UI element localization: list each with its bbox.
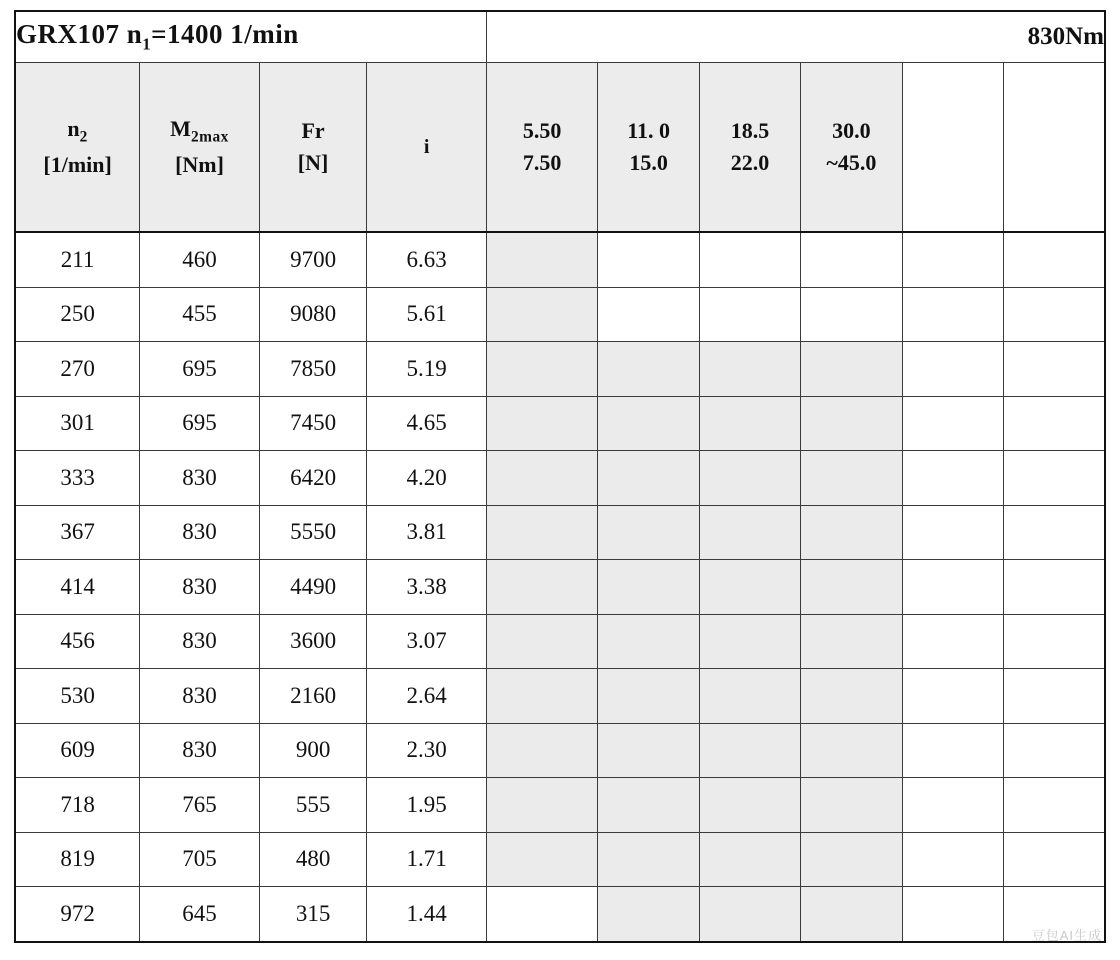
table-row [15,287,1105,342]
cell-fr: 9700 [259,232,366,287]
cell-fr: 4490 [259,560,366,615]
cell-power-marker [699,451,800,506]
cell-power-marker [598,451,699,506]
cell-power-marker [598,396,699,451]
cell-n2: 301 [15,396,140,451]
cell-power-marker [902,505,1003,560]
title-model-speed [15,11,486,63]
cell-i: 5.61 [367,287,487,342]
cell-power-marker [902,396,1003,451]
cell-power-marker [598,832,699,887]
cell-power-marker [486,232,598,287]
cell-power-marker [486,669,598,724]
cell-i: 1.71 [367,832,487,887]
cell-power-marker [598,560,699,615]
cell-power-marker [486,505,598,560]
header-n2-subscript: 2 [79,128,88,146]
header-m2max-subscript: 2max [190,128,229,146]
header-power-18-5-22-0 [699,63,800,233]
cell-power-marker [699,614,800,669]
header-power-col3-line2: 22.0 [730,150,770,175]
cell-fr: 480 [259,832,366,887]
cell-power-marker [1003,287,1105,342]
cell-power-marker [598,778,699,833]
cell-i: 4.65 [367,396,487,451]
header-power-col5-blank [902,63,1003,233]
cell-fr: 2160 [259,669,366,724]
cell-power-marker [699,396,800,451]
table-header-row [15,63,1105,233]
cell-power-marker [699,778,800,833]
cell-power-marker [902,723,1003,778]
cell-m2max: 830 [140,505,260,560]
cell-m2max: 765 [140,778,260,833]
cell-power-marker [801,669,902,724]
cell-power-marker [699,505,800,560]
cell-power-marker [699,342,800,397]
cell-n2: 972 [15,887,140,942]
cell-m2max: 645 [140,887,260,942]
header-power-5-50-7-50 [486,63,598,233]
cell-fr: 555 [259,778,366,833]
cell-n2: 819 [15,832,140,887]
table-row [15,396,1105,451]
cell-i: 5.19 [367,342,487,397]
cell-power-marker [598,342,699,397]
table-row [15,832,1105,887]
cell-power-marker [801,287,902,342]
title-model: GRX107 [16,19,120,50]
cell-power-marker [801,232,902,287]
cell-n2: 609 [15,723,140,778]
cell-m2max: 830 [140,614,260,669]
cell-power-marker [801,396,902,451]
cell-power-marker [902,287,1003,342]
cell-fr: 7450 [259,396,366,451]
cell-m2max: 830 [140,723,260,778]
cell-power-marker [486,723,598,778]
header-fr-symbol: Fr [301,118,325,144]
cell-m2max: 695 [140,396,260,451]
table-row [15,451,1105,506]
header-fr [259,63,366,233]
cell-fr: 315 [259,887,366,942]
cell-power-marker [801,887,902,942]
table-row [15,723,1105,778]
cell-power-marker [1003,778,1105,833]
cell-fr: 3600 [259,614,366,669]
cell-i: 1.95 [367,778,487,833]
cell-m2max: 695 [140,342,260,397]
header-m2max-symbol: M [170,116,191,142]
gearbox-spec-table [14,10,1106,943]
cell-n2: 414 [15,560,140,615]
cell-power-marker [902,560,1003,615]
table-row [15,669,1105,724]
cell-power-marker [902,232,1003,287]
cell-power-marker [801,723,902,778]
cell-power-marker [699,669,800,724]
header-n2-unit: [1/min] [43,151,112,177]
cell-n2: 456 [15,614,140,669]
header-i-symbol: i [423,135,430,158]
cell-power-marker [1003,505,1105,560]
cell-power-marker [598,669,699,724]
cell-i: 4.20 [367,451,487,506]
cell-power-marker [1003,832,1105,887]
cell-i: 3.07 [367,614,487,669]
cell-power-marker [902,614,1003,669]
cell-fr: 5550 [259,505,366,560]
cell-m2max: 830 [140,451,260,506]
cell-power-marker [801,342,902,397]
cell-power-marker [598,887,699,942]
watermark: 豆包AI生成 [1031,928,1102,943]
header-power-30-0-45-0 [801,63,902,233]
title-input-speed-symbol: n [126,19,143,50]
cell-power-marker [486,342,598,397]
cell-n2: 718 [15,778,140,833]
title-torque: 830Nm [486,11,1105,63]
cell-power-marker [699,887,800,942]
header-power-col2-line2: 15.0 [629,150,668,175]
title-row [15,11,1105,63]
cell-power-marker [1003,232,1105,287]
table-row [15,887,1105,942]
cell-fr: 6420 [259,451,366,506]
header-m2max [140,63,260,233]
cell-power-marker [486,396,598,451]
cell-m2max: 830 [140,669,260,724]
cell-n2: 367 [15,505,140,560]
header-power-col4-line2: ~45.0 [826,150,877,175]
cell-fr: 7850 [259,342,366,397]
cell-i: 1.44 [367,887,487,942]
table-row [15,505,1105,560]
cell-power-marker [1003,723,1105,778]
cell-power-marker [699,287,800,342]
cell-power-marker [486,887,598,942]
cell-power-marker [598,505,699,560]
cell-power-marker [486,451,598,506]
title-input-speed-value: =1400 1/min [151,19,299,50]
cell-power-marker [902,832,1003,887]
cell-power-marker [801,832,902,887]
cell-n2: 250 [15,287,140,342]
cell-i: 2.64 [367,669,487,724]
header-i [367,63,487,233]
cell-n2: 211 [15,232,140,287]
header-power-col1-line2: 7.50 [522,150,562,175]
cell-power-marker [1003,614,1105,669]
table-row [15,232,1105,287]
cell-power-marker [801,778,902,833]
cell-n2: 333 [15,451,140,506]
cell-power-marker [1003,451,1105,506]
cell-power-marker [902,887,1003,942]
cell-power-marker [486,287,598,342]
header-n2 [15,63,140,233]
cell-fr: 900 [259,723,366,778]
cell-n2: 530 [15,669,140,724]
cell-m2max: 830 [140,560,260,615]
cell-power-marker [902,342,1003,397]
cell-power-marker [486,560,598,615]
cell-fr: 9080 [259,287,366,342]
cell-power-marker [486,832,598,887]
cell-power-marker [486,614,598,669]
cell-power-marker [1003,342,1105,397]
cell-n2: 270 [15,342,140,397]
header-power-col6-blank [1003,63,1105,233]
cell-power-marker [801,614,902,669]
cell-i: 2.30 [367,723,487,778]
cell-power-marker [486,778,598,833]
cell-m2max: 705 [140,832,260,887]
cell-power-marker [598,287,699,342]
table-body [15,232,1105,942]
cell-power-marker [801,560,902,615]
header-power-col2-line1: 11. 0 [627,118,671,144]
cell-m2max: 460 [140,232,260,287]
cell-power-marker [1003,396,1105,451]
header-power-col1-line1: 5.50 [522,118,562,144]
cell-power-marker [699,723,800,778]
cell-i: 3.38 [367,560,487,615]
cell-power-marker [1003,560,1105,615]
title-input-speed-subscript: 1 [142,34,152,54]
cell-power-marker [902,778,1003,833]
cell-power-marker [801,505,902,560]
cell-power-marker [598,232,699,287]
header-fr-unit: [N] [297,150,329,175]
cell-power-marker [902,669,1003,724]
cell-m2max: 455 [140,287,260,342]
header-n2-symbol: n [67,116,80,142]
table-row [15,560,1105,615]
header-power-11-0-15-0 [598,63,699,233]
cell-power-marker [598,614,699,669]
cell-power-marker [1003,669,1105,724]
cell-i: 3.81 [367,505,487,560]
cell-i: 6.63 [367,232,487,287]
table-row [15,778,1105,833]
cell-power-marker [902,451,1003,506]
cell-power-marker [801,451,902,506]
header-power-col4-line1: 30.0 [832,118,871,144]
cell-power-marker [699,560,800,615]
header-m2max-unit: [Nm] [175,151,224,177]
cell-power-marker [699,232,800,287]
cell-power-marker [699,832,800,887]
table-row [15,342,1105,397]
table-row [15,614,1105,669]
header-power-col3-line1: 18.5 [730,118,770,144]
cell-power-marker [598,723,699,778]
